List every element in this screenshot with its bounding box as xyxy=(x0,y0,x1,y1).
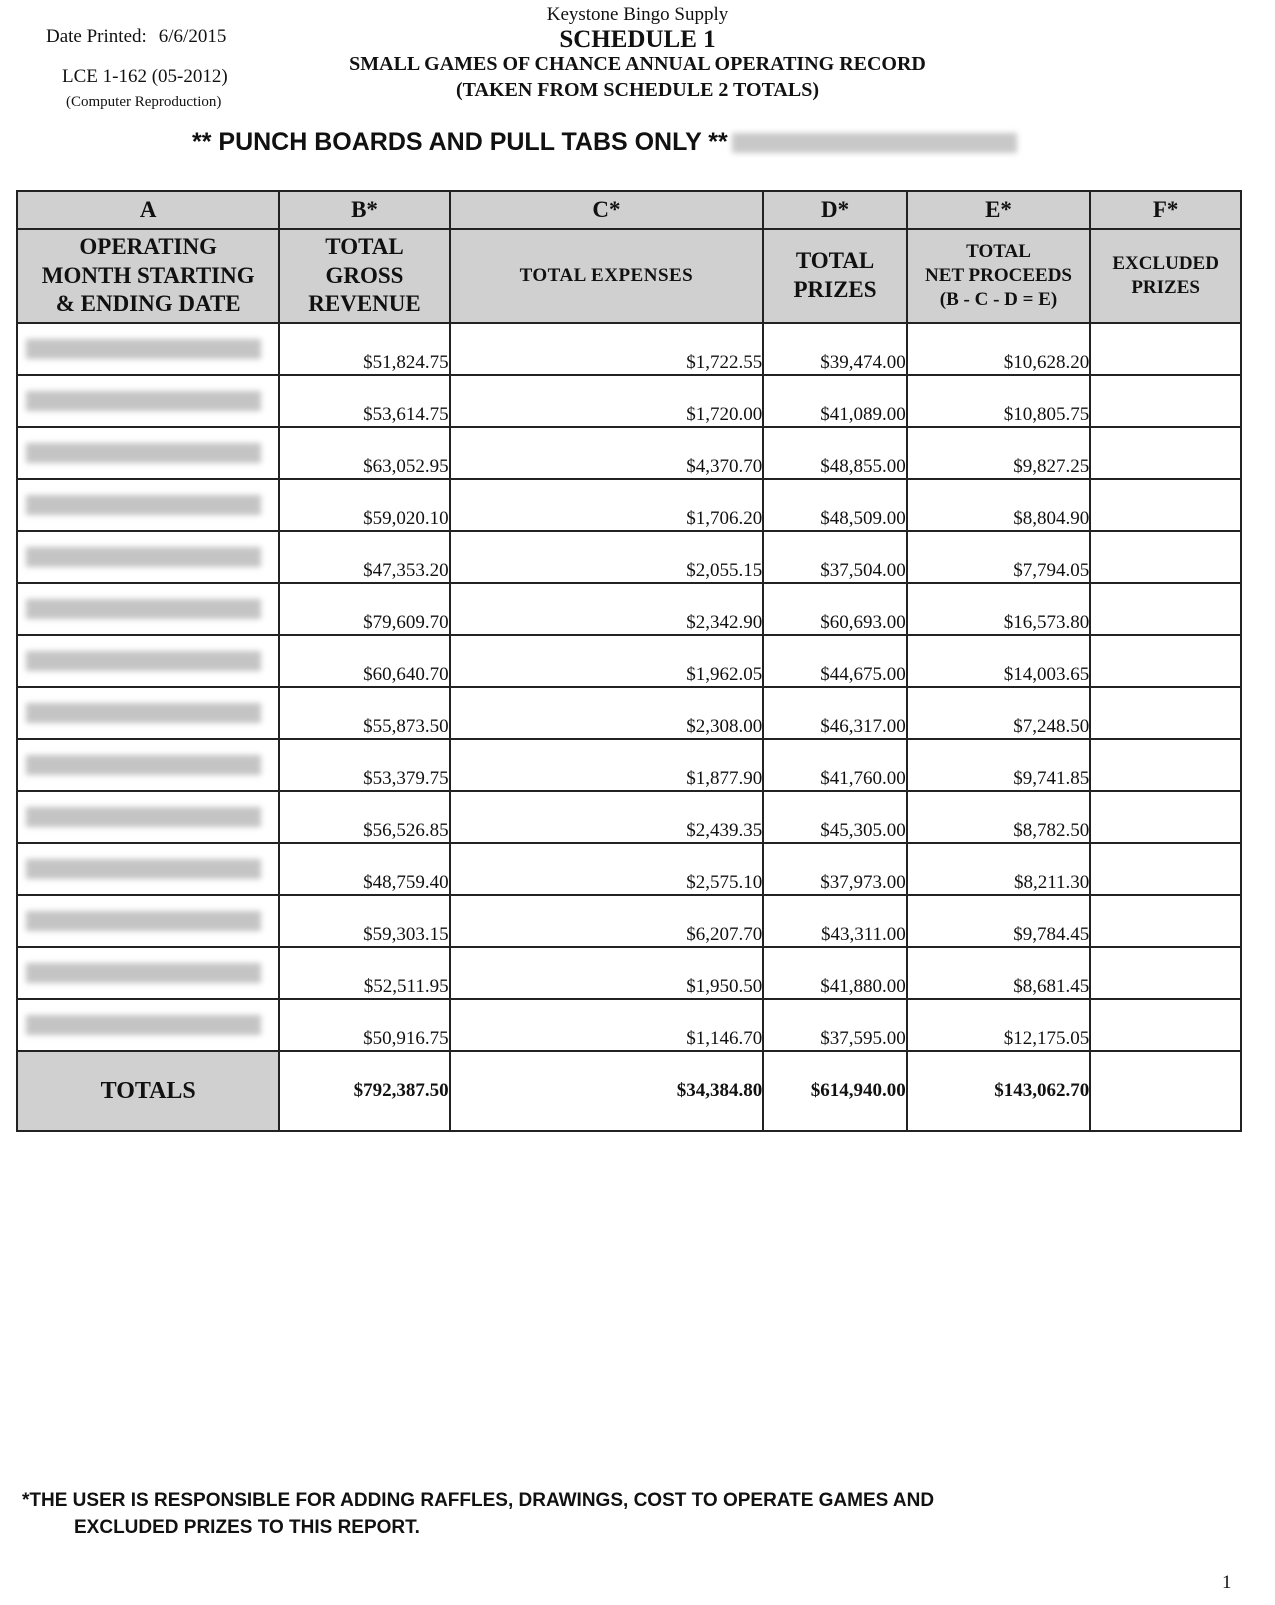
page-number: 1 xyxy=(1222,1572,1232,1593)
excluded-cell xyxy=(1090,739,1241,791)
prizes-cell: $37,504.00 xyxy=(763,531,907,583)
company-name: Keystone Bingo Supply xyxy=(546,4,729,25)
expenses-cell: $1,720.00 xyxy=(450,375,764,427)
prizes-cell: $41,880.00 xyxy=(763,947,907,999)
revenue-cell: $79,609.70 xyxy=(279,583,449,635)
header-net-proceeds: TOTAL NET PROCEEDS (B - C - D = E) xyxy=(907,229,1090,323)
schedule-table xyxy=(16,190,1242,1132)
excluded-cell xyxy=(1090,375,1241,427)
schedule-source: (TAKEN FROM SCHEDULE 2 TOTALS) xyxy=(455,79,820,101)
header-operating-month: OPERATING MONTH STARTING & ENDING DATE xyxy=(17,229,279,323)
footnote-line-2: EXCLUDED PRIZES TO THIS REPORT. xyxy=(74,1517,420,1538)
totals-revenue: $792,387.50 xyxy=(279,1051,449,1131)
prizes-cell: $41,089.00 xyxy=(763,375,907,427)
net-cell: $9,741.85 xyxy=(907,739,1090,791)
table-row xyxy=(17,323,1241,375)
redacted-license xyxy=(732,133,1017,153)
operating-month-cell xyxy=(17,375,279,427)
operating-month-cell xyxy=(17,791,279,843)
operating-month-cell xyxy=(17,999,279,1051)
redacted-date-range xyxy=(26,911,261,931)
operating-month-cell xyxy=(17,427,279,479)
net-cell: $8,782.50 xyxy=(907,791,1090,843)
revenue-cell: $56,526.85 xyxy=(279,791,449,843)
table-row xyxy=(17,687,1241,739)
prizes-cell: $41,760.00 xyxy=(763,739,907,791)
net-cell: $9,784.45 xyxy=(907,895,1090,947)
operating-month-cell xyxy=(17,531,279,583)
prizes-cell: $37,973.00 xyxy=(763,843,907,895)
net-cell: $8,681.45 xyxy=(907,947,1090,999)
prizes-cell: $45,305.00 xyxy=(763,791,907,843)
expenses-cell: $6,207.70 xyxy=(450,895,764,947)
redacted-date-range xyxy=(26,391,261,411)
net-cell: $16,573.80 xyxy=(907,583,1090,635)
redacted-date-range xyxy=(26,651,261,671)
totals-excluded xyxy=(1090,1051,1241,1131)
excluded-cell xyxy=(1090,687,1241,739)
net-cell: $7,248.50 xyxy=(907,687,1090,739)
column-letter-e: E* xyxy=(907,191,1090,229)
net-cell: $9,827.25 xyxy=(907,427,1090,479)
net-cell: $12,175.05 xyxy=(907,999,1090,1051)
redacted-date-range xyxy=(26,495,261,515)
redacted-date-range xyxy=(26,963,261,983)
expenses-cell: $1,950.50 xyxy=(450,947,764,999)
redacted-date-range xyxy=(26,547,261,567)
date-printed-value: 6/6/2015 xyxy=(158,26,227,47)
net-cell: $14,003.65 xyxy=(907,635,1090,687)
column-letter-c: C* xyxy=(450,191,764,229)
revenue-cell: $63,052.95 xyxy=(279,427,449,479)
net-cell: $10,805.75 xyxy=(907,375,1090,427)
column-letter-b: B* xyxy=(279,191,449,229)
table-row xyxy=(17,635,1241,687)
excluded-cell xyxy=(1090,999,1241,1051)
operating-month-cell xyxy=(17,583,279,635)
totals-label: TOTALS xyxy=(17,1051,279,1131)
excluded-cell xyxy=(1090,323,1241,375)
excluded-cell xyxy=(1090,791,1241,843)
table-row xyxy=(17,739,1241,791)
expenses-cell: $2,575.10 xyxy=(450,843,764,895)
header-excluded-prizes: EXCLUDED PRIZES xyxy=(1090,229,1241,323)
column-letter-f: F* xyxy=(1090,191,1241,229)
column-letter-row xyxy=(17,191,1241,229)
table-row xyxy=(17,427,1241,479)
redacted-date-range xyxy=(26,339,261,359)
data-body xyxy=(17,323,1241,1051)
expenses-cell: $1,962.05 xyxy=(450,635,764,687)
table-row xyxy=(17,375,1241,427)
redacted-date-range xyxy=(26,755,261,775)
prizes-cell: $37,595.00 xyxy=(763,999,907,1051)
redacted-date-range xyxy=(26,859,261,879)
expenses-cell: $1,877.90 xyxy=(450,739,764,791)
expenses-cell: $1,722.55 xyxy=(450,323,764,375)
table-row xyxy=(17,583,1241,635)
operating-month-cell xyxy=(17,843,279,895)
totals-net: $143,062.70 xyxy=(907,1051,1090,1131)
expenses-cell: $1,706.20 xyxy=(450,479,764,531)
revenue-cell: $60,640.70 xyxy=(279,635,449,687)
redacted-date-range xyxy=(26,443,261,463)
schedule-subtitle: SMALL GAMES OF CHANCE ANNUAL OPERATING RECORD xyxy=(349,53,926,75)
expenses-cell: $2,308.00 xyxy=(450,687,764,739)
prizes-cell: $43,311.00 xyxy=(763,895,907,947)
prizes-cell: $48,855.00 xyxy=(763,427,907,479)
table-row xyxy=(17,791,1241,843)
table-row xyxy=(17,947,1241,999)
revenue-cell: $51,824.75 xyxy=(279,323,449,375)
operating-month-cell xyxy=(17,479,279,531)
revenue-cell: $52,511.95 xyxy=(279,947,449,999)
revenue-cell: $59,020.10 xyxy=(279,479,449,531)
operating-month-cell xyxy=(17,739,279,791)
expenses-cell: $2,342.90 xyxy=(450,583,764,635)
column-letter-d: D* xyxy=(763,191,907,229)
excluded-cell xyxy=(1090,531,1241,583)
table-row xyxy=(17,895,1241,947)
redacted-date-range xyxy=(26,703,261,723)
operating-month-cell xyxy=(17,687,279,739)
revenue-cell: $59,303.15 xyxy=(279,895,449,947)
table-row xyxy=(17,843,1241,895)
totals-prizes: $614,940.00 xyxy=(763,1051,907,1131)
expenses-cell: $2,439.35 xyxy=(450,791,764,843)
net-cell: $7,794.05 xyxy=(907,531,1090,583)
column-letter-a: A xyxy=(17,191,279,229)
excluded-cell xyxy=(1090,843,1241,895)
table-row xyxy=(17,479,1241,531)
revenue-cell: $48,759.40 xyxy=(279,843,449,895)
redacted-date-range xyxy=(26,1015,261,1035)
operating-month-cell xyxy=(17,947,279,999)
table-row xyxy=(17,531,1241,583)
header-gross-revenue: TOTAL GROSS REVENUE xyxy=(279,229,449,323)
reproduction-note: (Computer Reproduction) xyxy=(66,94,222,110)
operating-month-cell xyxy=(17,895,279,947)
net-cell: $8,804.90 xyxy=(907,479,1090,531)
totals-expenses: $34,384.80 xyxy=(450,1051,764,1131)
revenue-cell: $53,614.75 xyxy=(279,375,449,427)
expenses-cell: $2,055.15 xyxy=(450,531,764,583)
excluded-cell xyxy=(1090,479,1241,531)
net-cell: $8,211.30 xyxy=(907,843,1090,895)
redacted-date-range xyxy=(26,807,261,827)
column-header-row xyxy=(17,229,1241,323)
header-total-expenses: TOTAL EXPENSES xyxy=(450,229,764,323)
excluded-cell xyxy=(1090,947,1241,999)
excluded-cell xyxy=(1090,635,1241,687)
revenue-cell: $55,873.50 xyxy=(279,687,449,739)
prizes-cell: $48,509.00 xyxy=(763,479,907,531)
footnote-line-1: *THE USER IS RESPONSIBLE FOR ADDING RAFFLES, DRAWINGS, COST TO OPERATE GAMES AND xyxy=(22,1490,935,1511)
table-row xyxy=(17,999,1241,1051)
form-number: LCE 1-162 (05-2012) xyxy=(62,66,228,87)
expenses-cell: $4,370.70 xyxy=(450,427,764,479)
revenue-cell: $47,353.20 xyxy=(279,531,449,583)
revenue-cell: $53,379.75 xyxy=(279,739,449,791)
operating-month-cell xyxy=(17,323,279,375)
prizes-cell: $60,693.00 xyxy=(763,583,907,635)
expenses-cell: $1,146.70 xyxy=(450,999,764,1051)
totals-row xyxy=(17,1051,1241,1131)
excluded-cell xyxy=(1090,427,1241,479)
prizes-cell: $46,317.00 xyxy=(763,687,907,739)
operating-month-cell xyxy=(17,635,279,687)
revenue-cell: $50,916.75 xyxy=(279,999,449,1051)
prizes-cell: $44,675.00 xyxy=(763,635,907,687)
header-total-prizes: TOTAL PRIZES xyxy=(763,229,907,323)
schedule-title: SCHEDULE 1 xyxy=(559,26,716,53)
net-cell: $10,628.20 xyxy=(907,323,1090,375)
date-printed-label: Date Printed: xyxy=(46,26,147,47)
excluded-cell xyxy=(1090,895,1241,947)
section-heading xyxy=(192,128,1017,157)
prizes-cell: $39,474.00 xyxy=(763,323,907,375)
redacted-date-range xyxy=(26,599,261,619)
footnote xyxy=(22,1487,1122,1541)
excluded-cell xyxy=(1090,583,1241,635)
section-heading-text: ** PUNCH BOARDS AND PULL TABS ONLY ** xyxy=(192,128,728,156)
